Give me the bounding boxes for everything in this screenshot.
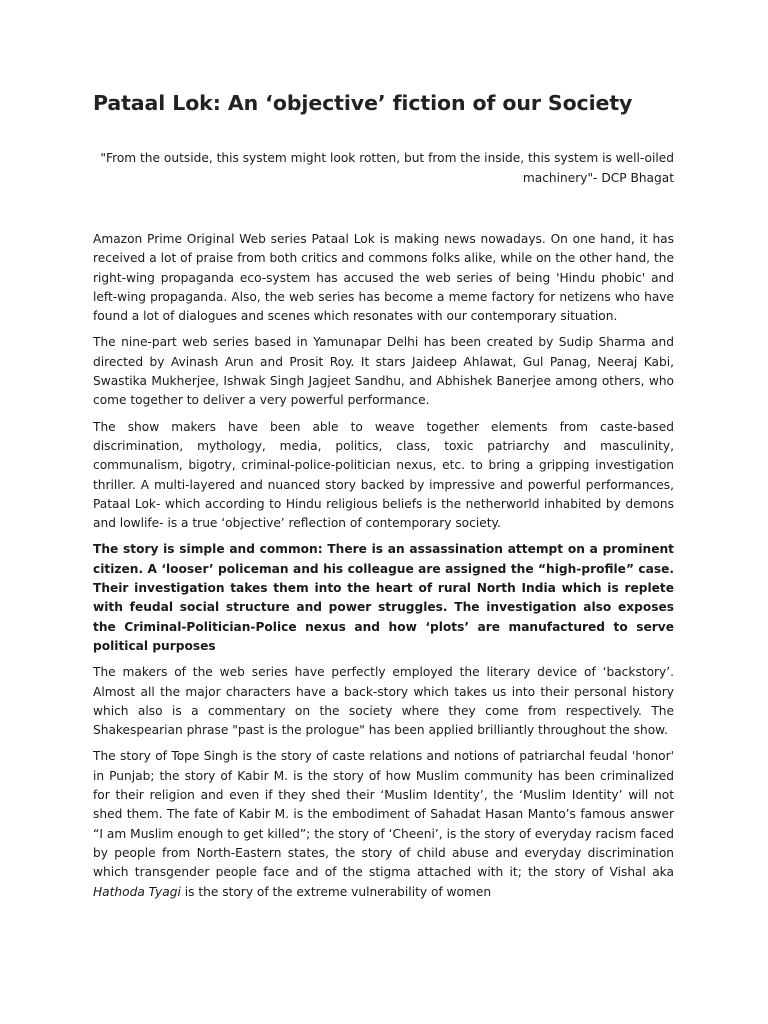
paragraph-characters <box>93 747 674 901</box>
paragraph-cast: The nine-part web series based in Yamunapar Delhi has been created by Sudip Sharma and directed by Avinash Arun and Prosit Roy. It stars Jaideep Ahlawat, Gul Panag, Neeraj Kabi, Swastika Mukherjee, Ishwak Singh Jagjeet Sandhu, and Abhishek Banerjee among others, who come together to deliver a very powerful performance. <box>93 335 674 408</box>
paragraph-plot: The story is simple and common: There is an assassination attempt on a prominent citizen. A ‘looser’ policeman and his colleague are assigned the “high-profile” case. Their investigation takes them into the heart of rural North India which is replete with feudal social structure and power struggles. The investigation also exposes the Criminal-Politician-Police nexus and how ‘plots’ are manufactured to serve political purposes <box>93 542 674 653</box>
paragraph-intro: Amazon Prime Original Web series Pataal Lok is making news nowadays. On one hand, it has received a lot of praise from both critics and commons folks alike, while on the other hand, the right-wing propaganda eco-system has accused the web series of being 'Hindu phobic' and left-wing propaganda. Also, the web series has become a meme factory for netizens who have found a lot of dialogues and scenes which resonates with our contemporary situation. <box>93 232 674 324</box>
paragraph-backstory: The makers of the web series have perfectly employed the literary device of ‘backstory’. Almost all the major characters have a back-story which takes us into their personal history which also is a commentary on the society where they come from respectively. The Shakespearian phrase "past is the prologue" has been applied brilliantly throughout the show. <box>93 665 674 738</box>
article-title: Pataal Lok: An ‘objective’ fiction of our Society <box>93 91 633 115</box>
paragraph-themes: The show makers have been able to weave together elements from caste-based discrimination, mythology, media, politics, class, toxic patriarchy and masculinity, communalism, bigotry, criminal-police-politician nexus, etc. to bring a gripping investigation thriller. A multi-layered and nuanced story backed by impressive and powerful performances, Pataal Lok- which according to Hindu religious beliefs is the netherworld inhabited by demons and lowlife- is a true ‘objective’ reflection of contemporary society. <box>93 419 674 531</box>
paragraph-characters-text-a: The story of Tope Singh is the story of caste relations and notions of patriarchal feudal 'honor' in Punjab; the story of Kabir M. is the story of how Muslim community has been criminalized for their religion and even if they shed their ‘Muslim Identity’, the ‘Muslim Identity’ will not shed them. The fate of Kabir M. is the embodiment of Sahadat Hasan Manto’s famous answer “I am Muslim enough to get killed”; the story of ‘Cheeni’, is the story of everyday racism faced by people from North-Eastern states, the story of child abuse and everyday discrimination which transgender people face and of the stigma attached with it; the story of Vishal aka <box>93 749 674 880</box>
paragraph-characters-text-b: is the story of the extreme vulnerability of women <box>180 884 492 899</box>
epigraph-quote: "From the outside, this system might look rotten, but from the inside, this system is well-oiled machinery"- DCP Bhagat <box>100 151 674 185</box>
paragraph-characters-italic: Hathoda Tyagi <box>93 884 181 899</box>
article-body <box>93 230 674 902</box>
